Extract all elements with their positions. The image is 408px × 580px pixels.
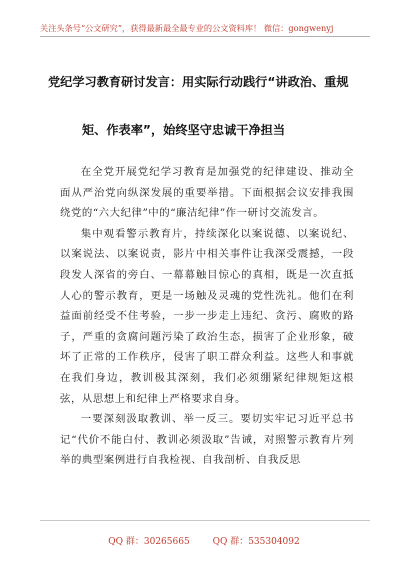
paragraph-lesson-one: 一要深刻汲取教训、举一反三。要切实牢记习近平总书记“代价不能白付、教训必须汲取”告诫，对照警示教育片列举的典型案例进行自我检视、自我剖析、自我反思 [60,413,354,467]
header-banner: 关注头条号“公文研究”，获得最新最全最专业的公文资料库！ 微信：gongwenyj [40,23,334,33]
footer-qq-group-2: QQ 群：535304092 [212,537,300,547]
paragraph-intro: 在全党开展党纪学习教育是加强党的纪律建设、推动全面从严治党向纵深发展的重要举措。下面根据会议安排我围绕党的“六大纪律”中的“廉洁纪律”作一研讨交流发言。 [60,166,354,220]
footer-divider [40,520,370,521]
paragraph-warning-education: 集中观看警示教育片，持续深化以案说德、以案说纪、以案说法、以案说责，影片中相关事件让我深受震撼，一段段发人深省的旁白、一幕幕触目惊心的真相，既是一次直抵人心的警示教育，更是一场触及灵魂的党性洗礼。他们在利益面前经受不住考验，一步一步走上违纪、贪污、腐败的路子，严重的贪腐问题污染了政治生态，损害了企业形象，破坏了正常的工作秩序，侵害了职工群众利益。这些人和事就在我们身边，教训极其深刻，我们必须绷紧纪律规矩这根弦，从思想上和纪律上严格要求自身。 [60,227,354,405]
document-title-line-1: 党纪学习教育研讨发言：用实际行动践行“讲政治、重规 [48,75,349,89]
footer-contact [0,536,408,548]
header-divider [40,36,370,37]
document-title-line-2: 矩、作表率”，始终坚守忠诚干净担当 [82,123,286,137]
footer-qq-group-1: QQ 群：30265665 [108,537,190,547]
document-body [60,162,354,471]
